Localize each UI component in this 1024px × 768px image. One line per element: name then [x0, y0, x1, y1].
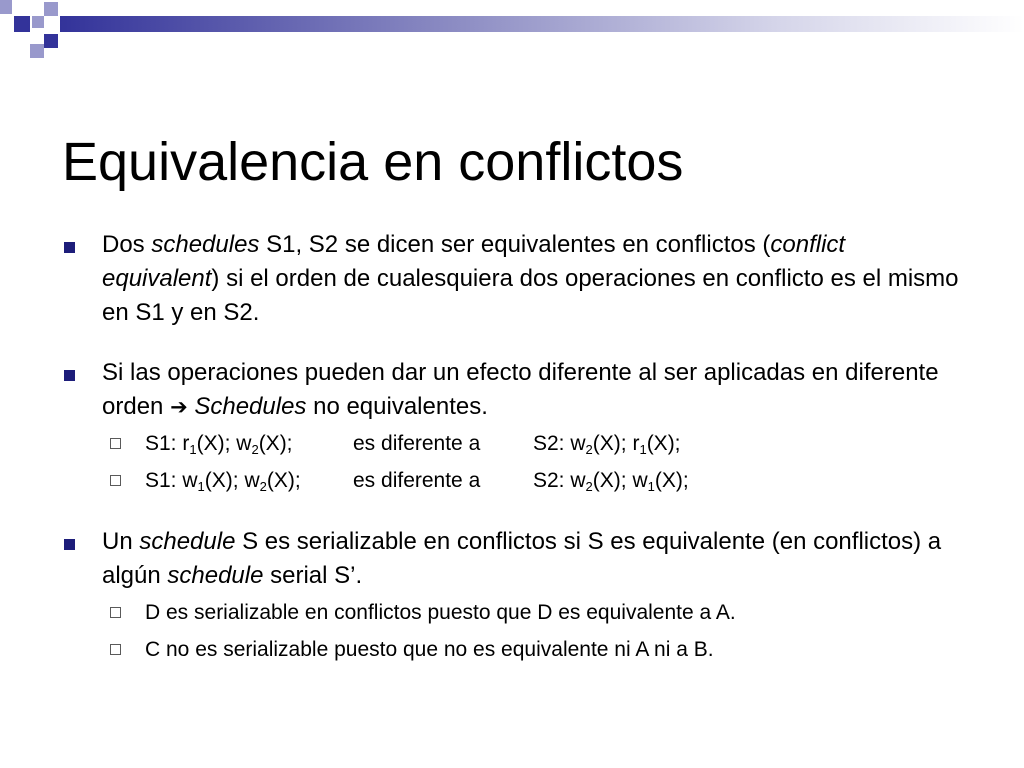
hollow-square-bullet-icon [110, 438, 121, 449]
schedule-s1: S1: $w_1(X)$; $w_2(X)$; [145, 469, 301, 494]
term-schedules: schedules [151, 231, 260, 258]
slide-content [62, 228, 962, 668]
sub-bullet-d-serializable [62, 595, 962, 631]
text: ) si el orden de cualesquiera dos operaciones en conflicto es el mismo en S1 y en S2. [102, 265, 959, 326]
text: S1, S2 se dicen ser equivalentes en conflictos ( [259, 231, 771, 258]
text: Si las operaciones pueden dar un efecto diferente al ser aplicadas en diferente orden [102, 359, 939, 420]
text: C no es serializable puesto que no es equivalente ni A ni a B. [145, 638, 714, 661]
header-gradient-bar [60, 16, 1024, 32]
square-bullet-icon [64, 242, 75, 253]
corner-square [0, 0, 12, 14]
term-schedule: schedule [167, 562, 264, 589]
square-bullet-icon [64, 370, 75, 381]
corner-decoration [0, 0, 1024, 60]
text: D es serializable en conflictos puesto que D es equivalente a A. [145, 601, 736, 624]
slide-title: Equivalencia en conflictos [62, 132, 684, 193]
text: serial S’. [263, 562, 363, 589]
corner-square [44, 2, 58, 16]
term-schedules: Schedules [194, 393, 307, 420]
hollow-square-bullet-icon [110, 644, 121, 655]
schedule-s2: S2: $w_2(X)$; $r_1(X)$; [533, 432, 681, 457]
hollow-square-bullet-icon [110, 607, 121, 618]
arrow-right-icon: ➔ [170, 395, 188, 419]
sub-bullet-example-2 [62, 463, 962, 499]
corner-square [44, 34, 58, 48]
term-schedule: schedule [139, 528, 236, 555]
term-conflict-equivalent: conflict equivalent [102, 231, 846, 292]
schedule-s2: S2: $w_2(X)$; $w_1(X)$; [533, 469, 689, 494]
comparison-text: es diferente a [353, 432, 481, 455]
hollow-square-bullet-icon [110, 475, 121, 486]
bullet-different-effect [62, 356, 962, 424]
text: S es serializable en conflictos si S es equivalente (en conflictos) a algún [102, 528, 942, 589]
comparison-text: es diferente a [353, 469, 481, 492]
sub-bullet-example-1 [62, 426, 962, 462]
sub-bullet-c-not-serializable [62, 632, 962, 668]
schedule-s1: S1: $r_1(X)$; $w_2(X)$; [145, 432, 293, 457]
text: Dos [102, 231, 152, 258]
square-bullet-icon [64, 539, 75, 550]
bullet-conflict-equivalence [62, 228, 962, 330]
corner-square [30, 44, 44, 58]
bullet-serializable-definition [62, 525, 962, 593]
text: Un [102, 528, 140, 555]
corner-square [14, 16, 30, 32]
text: no equivalentes. [306, 393, 488, 420]
corner-square [32, 16, 44, 28]
